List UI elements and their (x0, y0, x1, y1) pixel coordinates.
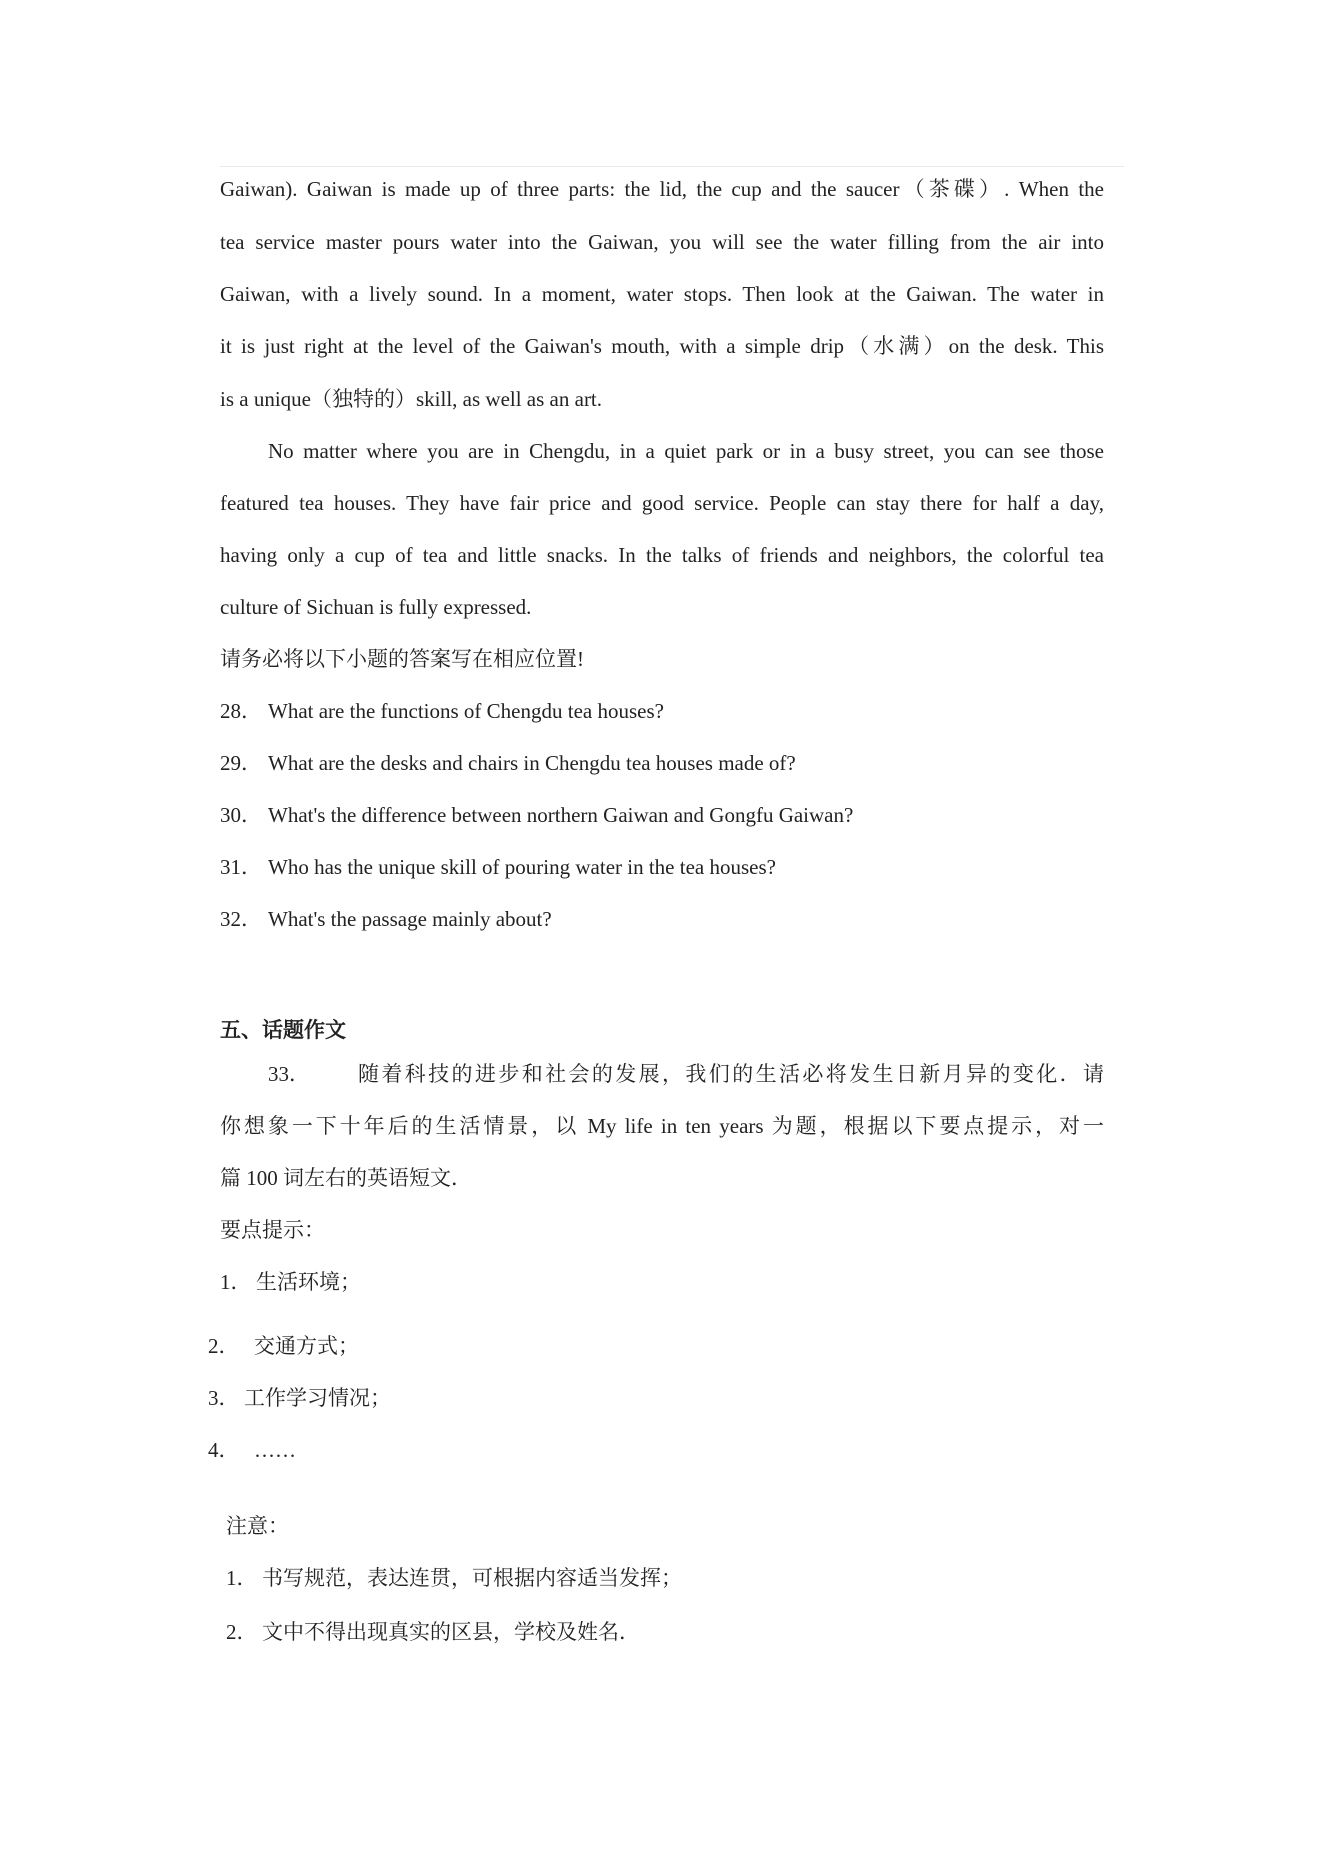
point-text: …… (254, 1438, 296, 1462)
question-item (220, 749, 796, 777)
note-text: 书写规范，表达连贯，可根据内容适当发挥； (262, 1566, 682, 1590)
question-item (220, 853, 776, 881)
question-number: 29． (220, 751, 262, 775)
note-item (226, 1564, 682, 1592)
question-item (220, 697, 664, 725)
question-text: Who has the unique skill of pouring water in the tea houses? (268, 855, 776, 879)
passage-line: No matter where you are in Chengdu, in a quiet park or in a busy street, you can see those (268, 439, 1104, 463)
essay-prompt-line: 篇 100 词左右的英语短文． (220, 1166, 472, 1190)
essay-prompt-line: 随着科技的进步和社会的发展，我们的生活必将发生日新月异的变化．请 (358, 1062, 1104, 1086)
question-number: 32． (220, 907, 262, 931)
question-item (220, 905, 552, 933)
top-divider (220, 166, 1124, 167)
point-number: 1． (220, 1270, 252, 1294)
point-text: 生活环境； (256, 1270, 361, 1294)
question-text: What's the passage mainly about? (268, 907, 552, 931)
note-item (226, 1618, 640, 1646)
question-text: What's the difference between northern Gaiwan and Gongfu Gaiwan? (268, 803, 854, 827)
question-33-number: 33． (268, 1062, 310, 1086)
answer-instruction: 请务必将以下小题的答案写在相应位置! (220, 647, 584, 671)
point-text: 交通方式； (254, 1334, 359, 1358)
passage-line: is a unique（独特的）skill, as well as an art. (220, 387, 603, 411)
question-number: 30． (220, 803, 262, 827)
passage-line: tea service master pours water into the Gaiwan, you will see the water filling from the air into (220, 230, 1104, 254)
question-text: What are the functions of Chengdu tea houses? (268, 699, 664, 723)
note-number: 1． (226, 1566, 258, 1590)
passage-line: having only a cup of tea and little snacks. In the talks of friends and neighbors, the colorful tea (220, 543, 1104, 567)
point-item (208, 1384, 391, 1412)
essay-prompt-line: 你想象一下十年后的生活情景，以 My life in ten years 为题，根据以下要点提示，对一 (220, 1114, 1104, 1138)
section-heading: 五、话题作文 (220, 1018, 346, 1042)
point-item (220, 1268, 361, 1296)
question-text: What are the desks and chairs in Chengdu tea houses made of? (268, 751, 796, 775)
point-item (208, 1436, 296, 1464)
note-text: 文中不得出现真实的区县，学校及姓名． (262, 1620, 640, 1644)
question-number: 31． (220, 855, 262, 879)
passage-line: culture of Sichuan is fully expressed. (220, 595, 532, 619)
point-text: 工作学习情况； (244, 1386, 391, 1410)
passage-line: Gaiwan). Gaiwan is made up of three parts: the lid, the cup and the saucer（茶碟）. When the (220, 177, 1104, 201)
note-number: 2． (226, 1620, 258, 1644)
question-item (220, 801, 853, 829)
passage-line: Gaiwan, with a lively sound. In a moment, water stops. Then look at the Gaiwan. The water in (220, 282, 1104, 306)
passage-line: it is just right at the level of the Gaiwan's mouth, with a simple drip（水满）on the desk. This (220, 334, 1104, 358)
notes-label: 注意： (226, 1514, 289, 1538)
point-item (208, 1332, 359, 1360)
point-number: 2． (208, 1334, 240, 1358)
passage-line: featured tea houses. They have fair price and good service. People can stay there for half a day, (220, 491, 1104, 515)
points-label: 要点提示： (220, 1218, 325, 1242)
point-number: 3． (208, 1386, 240, 1410)
point-number: 4． (208, 1438, 240, 1462)
question-number: 28． (220, 699, 262, 723)
